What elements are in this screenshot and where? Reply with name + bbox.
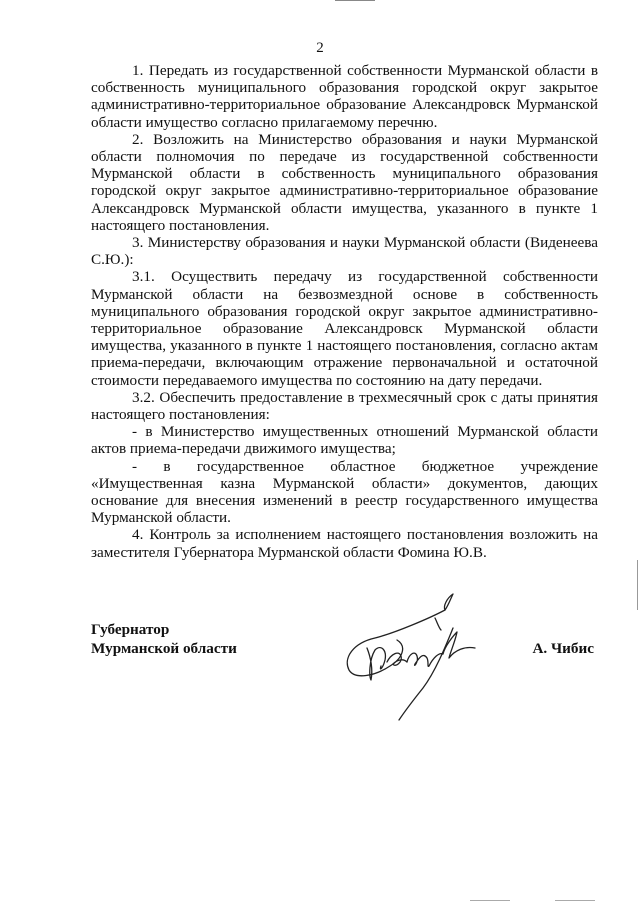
signatory-title-line-2: Мурманской области [91,640,237,657]
paragraph-1: 1. Передать из государственной собственности Мурманской области в собственность муниципального образования городской округ закрытое административно-территориальное образование Александровск Мурманской области имущество согласно прилагаемому перечню. [91,62,598,131]
paragraph-2: 2. Возложить на Министерство образования и науки Мурманской области полномочия по передаче из государственной собственности Мурманской области в собственность муниципального образования городской округ закрытое административно-территориальное образование Александровск Мурманской области имущества, указанного в пункте 1 настоящего постановления. [91,130,598,234]
paragraph-3-2-item-1: - в Министерство имущественных отношений Мурманской области актов приема-передачи движимого имущества; [91,423,598,458]
signatory-title [91,620,237,658]
scan-edge-mark [335,0,375,1]
page-number: 2 [316,40,324,56]
scan-edge-mark [555,900,595,901]
paragraph-3: 3. Министерству образования и науки Мурманской области (Виденеева С.Ю.): [91,234,598,269]
paragraph-3-2: 3.2. Обеспечить предоставление в трехмесячный срок с даты принятия настоящего постановления: [91,388,598,424]
paragraph-3-1: 3.1. Осуществить передачу из государственной собственности Мурманской области на безвозмездной основе в собственность муниципального образования городской округ закрытое административно-территориальное образование Александровск Мурманской области имущества, указанного в пункте 1 настоящего постановления, согласно актам приема-передачи, включающим отражение первоначальной и остаточной стоимости передаваемого имущества по состоянию на дату передачи. [91,268,598,389]
signatory-title-line-1: Губернатор [91,621,170,638]
handwritten-signature-icon [335,588,485,723]
signatory-name: А. Чибис [532,640,594,657]
scan-edge-mark [637,560,638,610]
paragraph-3-2-item-2: - в государственное областное бюджетное учреждение «Имущественная казна Мурманской области» документов, дающих основание для внесения изменений в реестр государственного имущества Мурманской области. [91,457,598,527]
document-body [91,62,598,561]
scan-edge-mark [470,900,510,901]
paragraph-4: 4. Контроль за исполнением настоящего постановления возложить на заместителя Губернатора Мурманской области Фомина Ю.В. [91,526,598,561]
